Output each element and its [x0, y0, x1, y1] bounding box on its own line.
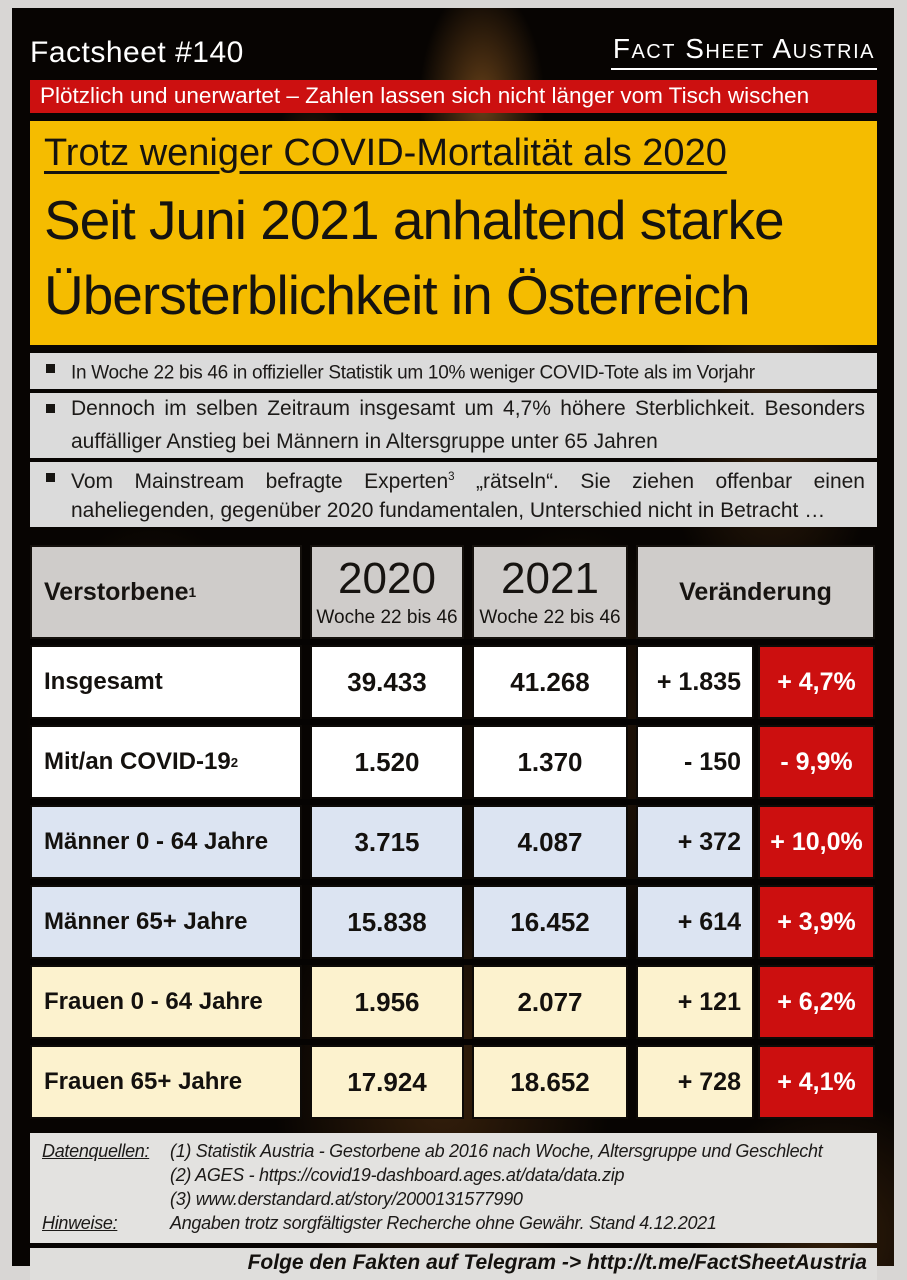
value-pct: + 6,2%	[758, 965, 875, 1039]
value-diff: + 728	[636, 1045, 754, 1119]
headline-line1: Seit Juni 2021 anhaltend starke	[44, 189, 784, 251]
header-2021-weeks: Woche 22 bis 46	[479, 606, 621, 628]
row-label-text: Männer 0 - 64 Jahre	[44, 828, 269, 856]
source-line	[42, 1163, 865, 1187]
telegram-bar	[30, 1248, 877, 1280]
row-label-text: Frauen 0 - 64 Jahre	[44, 988, 263, 1016]
notes-line	[42, 1211, 865, 1235]
sources-label-spacer	[42, 1187, 170, 1211]
row-label	[30, 885, 302, 959]
row-label	[30, 1045, 302, 1119]
header-2021-year: 2021	[501, 553, 599, 603]
bullet-text-pre: Vom Mainstream befragte Experten	[71, 470, 449, 494]
bullet-item	[30, 353, 877, 389]
header-verstorbene-label: Verstorbene	[44, 577, 189, 606]
value-2020: 3.715	[310, 805, 464, 879]
value-2020: 1.956	[310, 965, 464, 1039]
bullet-text-post: „rätseln“. Sie ziehen offenbar einen naheliegenden, gegenüber 2020 fundamentalen, Unterschied nicht in Betracht …	[71, 470, 865, 523]
telegram-text: Folge den Fakten auf Telegram ->	[247, 1251, 587, 1275]
value-pct: + 4,1%	[758, 1045, 875, 1119]
masthead	[30, 24, 877, 70]
headline-kicker: Trotz weniger COVID-Mortalität als 2020	[44, 132, 727, 174]
value-pct: - 9,9%	[758, 725, 875, 799]
headline-line2: Übersterblichkeit in Österreich	[44, 264, 750, 326]
value-diff: + 372	[636, 805, 754, 879]
sources-box	[30, 1133, 877, 1243]
value-2020: 1.520	[310, 725, 464, 799]
notes-label: Hinweise:	[42, 1213, 118, 1234]
bullet-text	[71, 463, 865, 525]
header-verstorbene	[30, 545, 302, 639]
row-label	[30, 965, 302, 1039]
factsheet-number: Factsheet #140	[30, 36, 244, 69]
value-diff: + 121	[636, 965, 754, 1039]
table-row	[30, 805, 875, 879]
header-2020-weeks: Woche 22 bis 46	[316, 606, 458, 628]
value-diff: + 1.835	[636, 645, 754, 719]
telegram-link[interactable]: http://t.me/FactSheetAustria	[586, 1251, 867, 1275]
note-text: Angaben trotz sorgfältigster Recherche ohne Gewähr. Stand 4.12.2021	[170, 1213, 717, 1234]
value-2020: 39.433	[310, 645, 464, 719]
bullet-square-icon	[46, 473, 55, 482]
table-header-row	[30, 545, 875, 639]
bullet-item	[30, 393, 877, 458]
bullet-square-icon	[46, 364, 55, 373]
header-superscript: 1	[188, 584, 197, 600]
brand-logo: Fact Sheet Austria	[611, 33, 877, 70]
row-label	[30, 725, 302, 799]
value-pct: + 3,9%	[758, 885, 875, 959]
row-label-text: Mit/an COVID-19	[44, 748, 231, 776]
bullet-text	[71, 394, 865, 456]
value-pct: + 10,0%	[758, 805, 875, 879]
value-2021: 2.077	[472, 965, 628, 1039]
alert-banner: Plötzlich und unerwartet – Zahlen lassen sich nicht länger vom Tisch wischen	[30, 80, 877, 113]
row-label-text: Männer 65+ Jahre	[44, 908, 248, 936]
table-row	[30, 885, 875, 959]
headline-block	[30, 121, 877, 345]
row-label	[30, 805, 302, 879]
header-2021	[472, 545, 628, 639]
table-row	[30, 725, 875, 799]
table-row	[30, 965, 875, 1039]
mortality-table	[30, 545, 875, 1119]
bullet-list	[30, 353, 877, 527]
value-2021: 4.087	[472, 805, 628, 879]
value-2021: 1.370	[472, 725, 628, 799]
bullet-text-pre: Dennoch im selben Zeitraum insgesamt um 4,7% höhere Sterblichkeit. Besonders auffälliger Anstieg bei Männern in Altersgruppe unter 65 Jahren	[71, 397, 865, 454]
header-veraenderung-label: Veränderung	[679, 577, 832, 606]
bullet-text-pre: In Woche 22 bis 46 in offizieller Statistik um 10% weniger COVID-Tote als im Vorjahr	[71, 362, 755, 384]
source-1: (1) Statistik Austria - Gestorbene ab 2016 nach Woche, Altersgruppe und Geschlecht	[170, 1141, 823, 1162]
row-label-text: Frauen 65+ Jahre	[44, 1068, 243, 1096]
value-pct: + 4,7%	[758, 645, 875, 719]
table-row	[30, 645, 875, 719]
source-3: (3) www.derstandard.at/story/2000131577990	[170, 1189, 523, 1210]
photo-background	[12, 8, 894, 1275]
value-2021: 41.268	[472, 645, 628, 719]
row-label-text: Insgesamt	[44, 668, 163, 696]
source-line	[42, 1187, 865, 1211]
row-label-superscript: 2	[230, 754, 239, 770]
source-2: (2) AGES - https://covid19-dashboard.ages.at/data/data.zip	[170, 1165, 625, 1186]
bullet-item	[30, 462, 877, 527]
value-diff: - 150	[636, 725, 754, 799]
bullet-square-icon	[46, 404, 55, 413]
table-row	[30, 1045, 875, 1119]
sources-label: Datenquellen:	[42, 1141, 150, 1162]
value-2021: 16.452	[472, 885, 628, 959]
value-2020: 17.924	[310, 1045, 464, 1119]
header-2020	[310, 545, 464, 639]
sources-label-spacer	[42, 1163, 170, 1187]
bullet-text	[71, 354, 865, 387]
value-diff: + 614	[636, 885, 754, 959]
value-2021: 18.652	[472, 1045, 628, 1119]
header-2020-year: 2020	[338, 553, 436, 603]
bullet-superscript: 3	[448, 471, 455, 484]
row-label	[30, 645, 302, 719]
source-line	[42, 1139, 865, 1163]
value-2020: 15.838	[310, 885, 464, 959]
header-veraenderung	[636, 545, 875, 639]
